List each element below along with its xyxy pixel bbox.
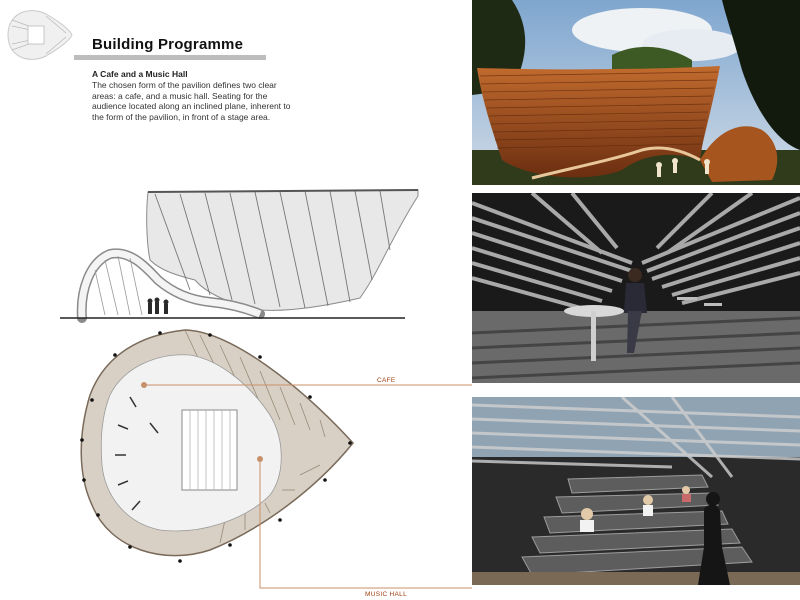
page-title: Building Programme [92, 36, 244, 53]
music-hall-leader-line [260, 459, 472, 588]
cafe-marker-dot [141, 382, 147, 388]
section-subtitle: A Cafe and a Music Hall [92, 69, 188, 79]
section-body-text: The chosen form of the pavilion defines two clear areas: a cafe, and a music hall. Seating for the audience located along an inclined plane, inherent to the form of the pavilion, in front of a stage area. [92, 80, 291, 122]
music-hall-label: MUSIC HALL [365, 591, 408, 598]
cafe-label: CAFE [377, 377, 396, 384]
music-hall-marker-dot [257, 456, 263, 462]
